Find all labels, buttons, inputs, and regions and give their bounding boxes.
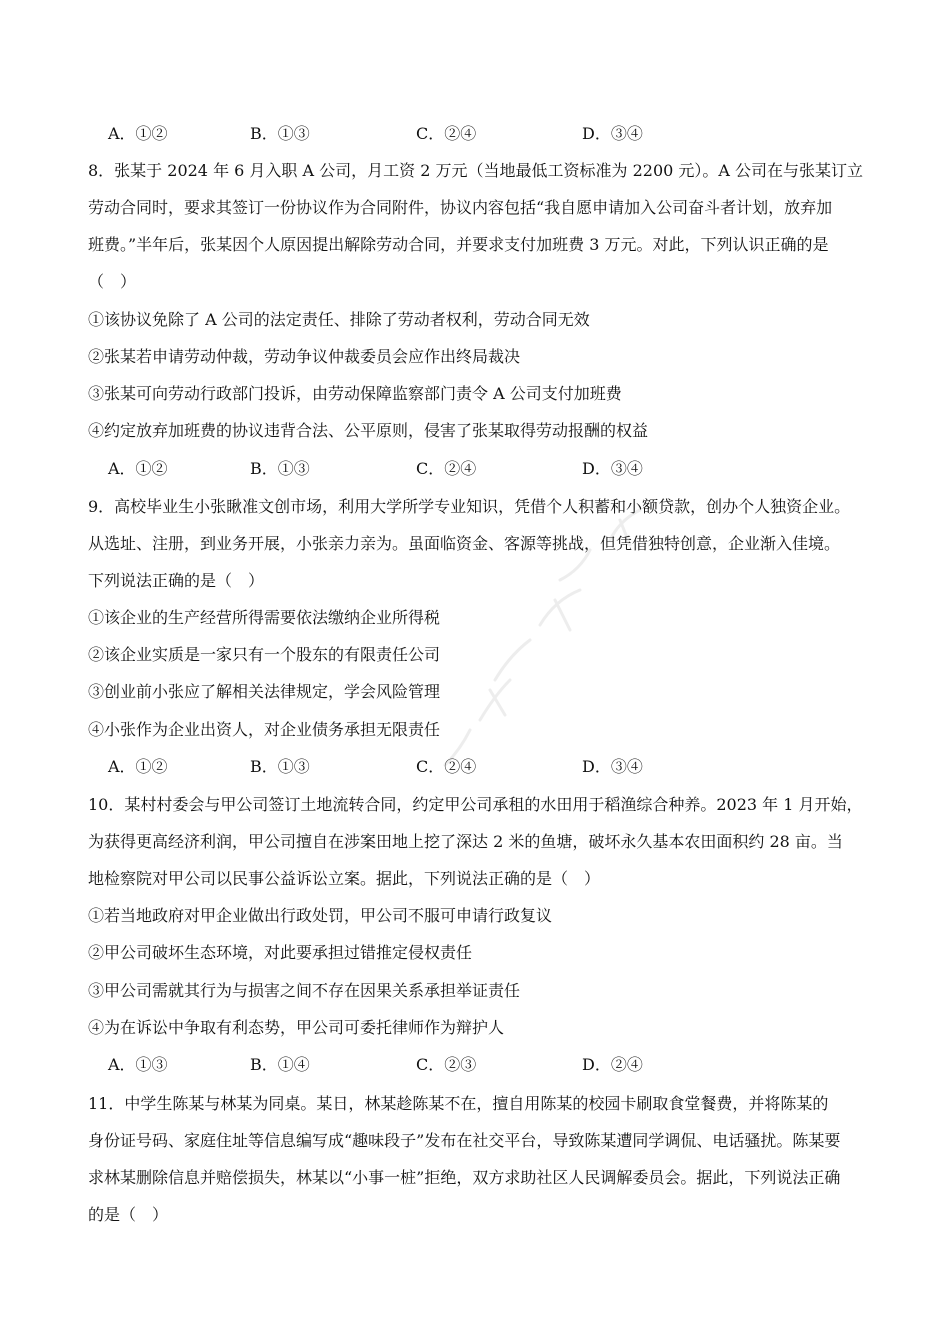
q7-option-d: D．③④	[582, 124, 643, 143]
q10-option-a: A．①③	[108, 1055, 168, 1074]
q11-stem-line-3: 求林某删除信息并赔偿损失，林某以“小事一桩”拒绝，双方求助社区人民调解委员会。据此，下列说法正确	[88, 1168, 841, 1187]
q9-item-2: ②该企业实质是一家只有一个股东的有限责任公司	[88, 645, 441, 664]
q9-option-b: B．①③	[250, 757, 310, 776]
q11-stem-line-1: 11．中学生陈某与林某为同桌。某日，林某趁陈某不在，擅自用陈某的校园卡刷取食堂餐费，并将陈某的	[88, 1094, 829, 1113]
q10-option-b: B．①④	[250, 1055, 310, 1074]
q10-stem-line-2: 为获得更高经济利润，甲公司擅自在涉案田地上挖了深达 2 米的鱼塘，破坏永久基本农田面积约 28 亩。当	[88, 832, 843, 851]
q7-options	[108, 124, 808, 144]
q8-stem-line-4: （ ）	[88, 272, 137, 291]
q10-item-1: ①若当地政府对甲企业做出行政处罚，甲公司不服可申请行政复议	[88, 906, 553, 925]
q9-option-a: A．①②	[108, 757, 168, 776]
q8-options	[108, 459, 808, 479]
q11-stem-line-4: 的是（ ）	[88, 1205, 169, 1224]
q8-item-1: ①该协议免除了 A 公司的法定责任、排除了劳动者权利，劳动合同无效	[88, 310, 590, 329]
q9-stem-line-1: 9．高校毕业生小张瞅准文创市场，利用大学所学专业知识，凭借个人积蓄和小额贷款，创办个人独资企业。	[88, 497, 851, 516]
q8-stem-line-1: 8．张某于 2024 年 6 月入职 A 公司，月工资 2 万元（当地最低工资标准为 2200 元）。A 公司在与张某订立	[88, 161, 864, 180]
q11-stem-line-2: 身份证号码、家庭住址等信息编写成“趣味段子”发布在社交平台，导致陈某遭同学调侃、电话骚扰。陈某要	[88, 1131, 841, 1150]
q7-option-a: A．①②	[108, 124, 168, 143]
q7-option-b: B．①③	[250, 124, 310, 143]
q9-stem-line-3: 下列说法正确的是（ ）	[88, 571, 265, 590]
q9-item-1: ①该企业的生产经营所得需要依法缴纳企业所得税	[88, 608, 441, 627]
q8-option-c: C．②④	[416, 459, 477, 478]
q8-option-d: D．③④	[582, 459, 643, 478]
q9-option-c: C．②④	[416, 757, 477, 776]
q8-item-3: ③张某可向劳动行政部门投诉，由劳动保障监察部门责令 A 公司支付加班费	[88, 384, 622, 403]
q8-option-a: A．①②	[108, 459, 168, 478]
q8-item-2: ②张某若申请劳动仲裁，劳动争议仲裁委员会应作出终局裁决	[88, 347, 521, 366]
q8-item-4: ④约定放弃加班费的协议违背合法、公平原则，侵害了张某取得劳动报酬的权益	[88, 421, 649, 440]
q10-stem-line-3: 地检察院对甲公司以民事公益诉讼立案。据此，下列说法正确的是（ ）	[88, 869, 601, 888]
q10-options	[108, 1055, 808, 1075]
q9-item-4: ④小张作为企业出资人，对企业债务承担无限责任	[88, 720, 441, 739]
q10-item-3: ③甲公司需就其行为与损害之间不存在因果关系承担举证责任	[88, 981, 521, 1000]
q8-stem-line-3: 班费。”半年后，张某因个人原因提出解除劳动合同，并要求支付加班费 3 万元。对此，下列认识正确的是	[88, 235, 829, 254]
q10-item-4: ④为在诉讼中争取有利态势，甲公司可委托律师作为辩护人	[88, 1018, 505, 1037]
q9-item-3: ③创业前小张应了解相关法律规定，学会风险管理	[88, 682, 441, 701]
q10-stem-line-1: 10．某村村委会与甲公司签订土地流转合同，约定甲公司承租的水田用于稻渔综合种养。2023 年 1 月开始，	[88, 795, 863, 814]
q8-option-b: B．①③	[250, 459, 310, 478]
watermark-image	[420, 490, 680, 790]
q7-option-c: C．②④	[416, 124, 477, 143]
q9-option-d: D．③④	[582, 757, 643, 776]
q10-option-d: D．②④	[582, 1055, 643, 1074]
q9-stem-line-2: 从选址、注册，到业务开展，小张亲力亲为。虽面临资金、客源等挑战，但凭借独特创意，企业渐入佳境。	[88, 534, 841, 553]
q10-option-c: C．②③	[416, 1055, 477, 1074]
q8-stem-line-2: 劳动合同时，要求其签订一份协议作为合同附件，协议内容包括“我自愿申请加入公司奋斗者计划，放弃加	[88, 198, 833, 217]
q10-item-2: ②甲公司破坏生态环境，对此要承担过错推定侵权责任	[88, 943, 473, 962]
